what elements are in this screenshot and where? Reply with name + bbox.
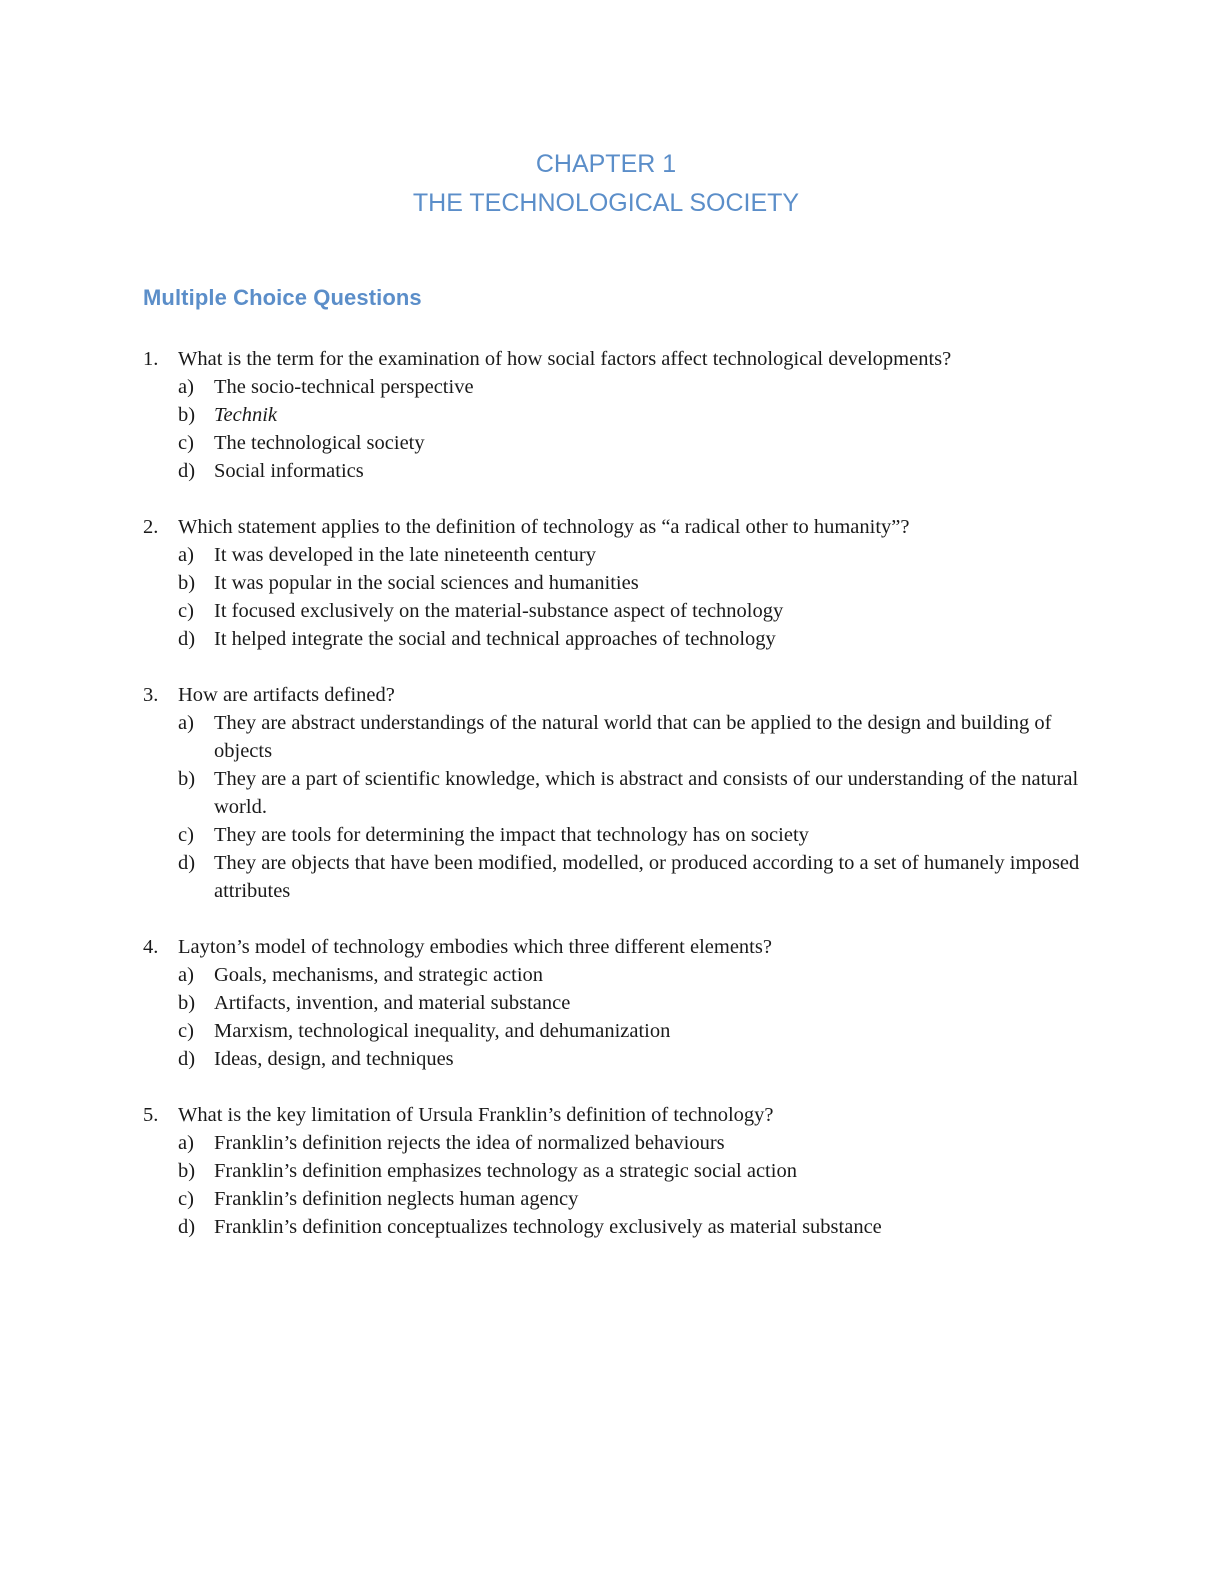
question-stem [143, 345, 1083, 373]
answer-option-d [143, 625, 1083, 653]
question-text: Which statement applies to the definition of technology as “a radical other to humanity”? [178, 516, 910, 538]
option-text: Technik [214, 404, 278, 426]
answer-option-c [143, 597, 1083, 625]
option-text: Ideas, design, and techniques [214, 1048, 454, 1070]
question-number: 3. [143, 684, 159, 706]
option-letter: d) [178, 852, 196, 874]
question-text: How are artifacts defined? [178, 684, 395, 706]
question-number: 1. [143, 348, 159, 370]
answer-option-b [143, 401, 1083, 429]
question-4 [143, 933, 1083, 1073]
option-letter: c) [178, 600, 194, 622]
option-text: They are abstract understandings of the natural world that can be applied to the design and building of objects [214, 712, 1052, 762]
answer-options [143, 373, 1083, 485]
answer-options [143, 541, 1083, 653]
option-letter: b) [178, 992, 196, 1014]
option-letter: c) [178, 824, 194, 846]
answer-options [143, 961, 1083, 1073]
option-letter: c) [178, 1020, 194, 1042]
chapter-heading [0, 145, 1212, 223]
answer-option-b [143, 989, 1083, 1017]
answer-option-d [143, 849, 1083, 905]
option-letter: c) [178, 432, 194, 454]
option-text: Franklin’s definition emphasizes technology as a strategic social action [214, 1160, 797, 1182]
option-text: The socio-technical perspective [214, 376, 474, 398]
option-letter: d) [178, 628, 196, 650]
section-title: Multiple Choice Questions [143, 285, 422, 310]
option-text: It was developed in the late nineteenth century [214, 544, 596, 566]
answer-option-a [143, 541, 1083, 569]
option-text: It focused exclusively on the material-substance aspect of technology [214, 600, 784, 622]
option-letter: d) [178, 1216, 196, 1238]
answer-option-a [143, 709, 1083, 765]
question-stem [143, 513, 1083, 541]
option-letter: c) [178, 1188, 194, 1210]
option-letter: b) [178, 1160, 196, 1182]
question-3 [143, 681, 1083, 905]
option-text: Goals, mechanisms, and strategic action [214, 964, 544, 986]
question-text: What is the term for the examination of how social factors affect technological developments? [178, 348, 952, 370]
option-letter: a) [178, 544, 194, 566]
question-list [143, 345, 1083, 1269]
option-text: It was popular in the social sciences and humanities [214, 572, 639, 594]
option-text: The technological society [214, 432, 425, 454]
answer-option-c [143, 429, 1083, 457]
option-letter: d) [178, 1048, 196, 1070]
option-letter: a) [178, 376, 194, 398]
question-stem [143, 681, 1083, 709]
option-text: Marxism, technological inequality, and dehumanization [214, 1020, 671, 1042]
question-number: 5. [143, 1104, 159, 1126]
option-text: They are tools for determining the impact that technology has on society [214, 824, 809, 846]
question-stem [143, 1101, 1083, 1129]
option-text: They are objects that have been modified, modelled, or produced according to a set of humanely imposed attributes [214, 852, 1080, 902]
answer-options [143, 1129, 1083, 1241]
question-5 [143, 1101, 1083, 1241]
option-text: Artifacts, invention, and material substance [214, 992, 571, 1014]
answer-option-a [143, 1129, 1083, 1157]
option-text: Franklin’s definition neglects human agency [214, 1188, 579, 1210]
option-text: It helped integrate the social and technical approaches of technology [214, 628, 776, 650]
option-text: Franklin’s definition conceptualizes technology exclusively as material substance [214, 1216, 882, 1238]
answer-option-a [143, 373, 1083, 401]
answer-option-c [143, 1185, 1083, 1213]
option-text: Social informatics [214, 460, 364, 482]
chapter-number: CHAPTER 1 [535, 150, 677, 178]
option-letter: a) [178, 964, 194, 986]
option-letter: b) [178, 768, 196, 790]
option-text: Franklin’s definition rejects the idea of normalized behaviours [214, 1132, 725, 1154]
answer-option-d [143, 1213, 1083, 1241]
answer-option-c [143, 821, 1083, 849]
answer-option-b [143, 765, 1083, 821]
option-letter: a) [178, 712, 194, 734]
question-number: 2. [143, 516, 159, 538]
question-1 [143, 345, 1083, 485]
answer-option-d [143, 1045, 1083, 1073]
answer-option-b [143, 569, 1083, 597]
option-text: They are a part of scientific knowledge, which is abstract and consists of our understanding of the natural world. [214, 768, 1079, 818]
question-number: 4. [143, 936, 159, 958]
option-letter: d) [178, 460, 196, 482]
option-letter: a) [178, 1132, 194, 1154]
answer-option-a [143, 961, 1083, 989]
chapter-title: THE TECHNOLOGICAL SOCIETY [412, 189, 800, 217]
question-stem [143, 933, 1083, 961]
answer-option-b [143, 1157, 1083, 1185]
option-letter: b) [178, 404, 196, 426]
question-text: What is the key limitation of Ursula Franklin’s definition of technology? [178, 1104, 774, 1126]
question-2 [143, 513, 1083, 653]
answer-options [143, 709, 1083, 905]
option-letter: b) [178, 572, 196, 594]
question-text: Layton’s model of technology embodies which three different elements? [178, 936, 772, 958]
answer-option-c [143, 1017, 1083, 1045]
answer-option-d [143, 457, 1083, 485]
